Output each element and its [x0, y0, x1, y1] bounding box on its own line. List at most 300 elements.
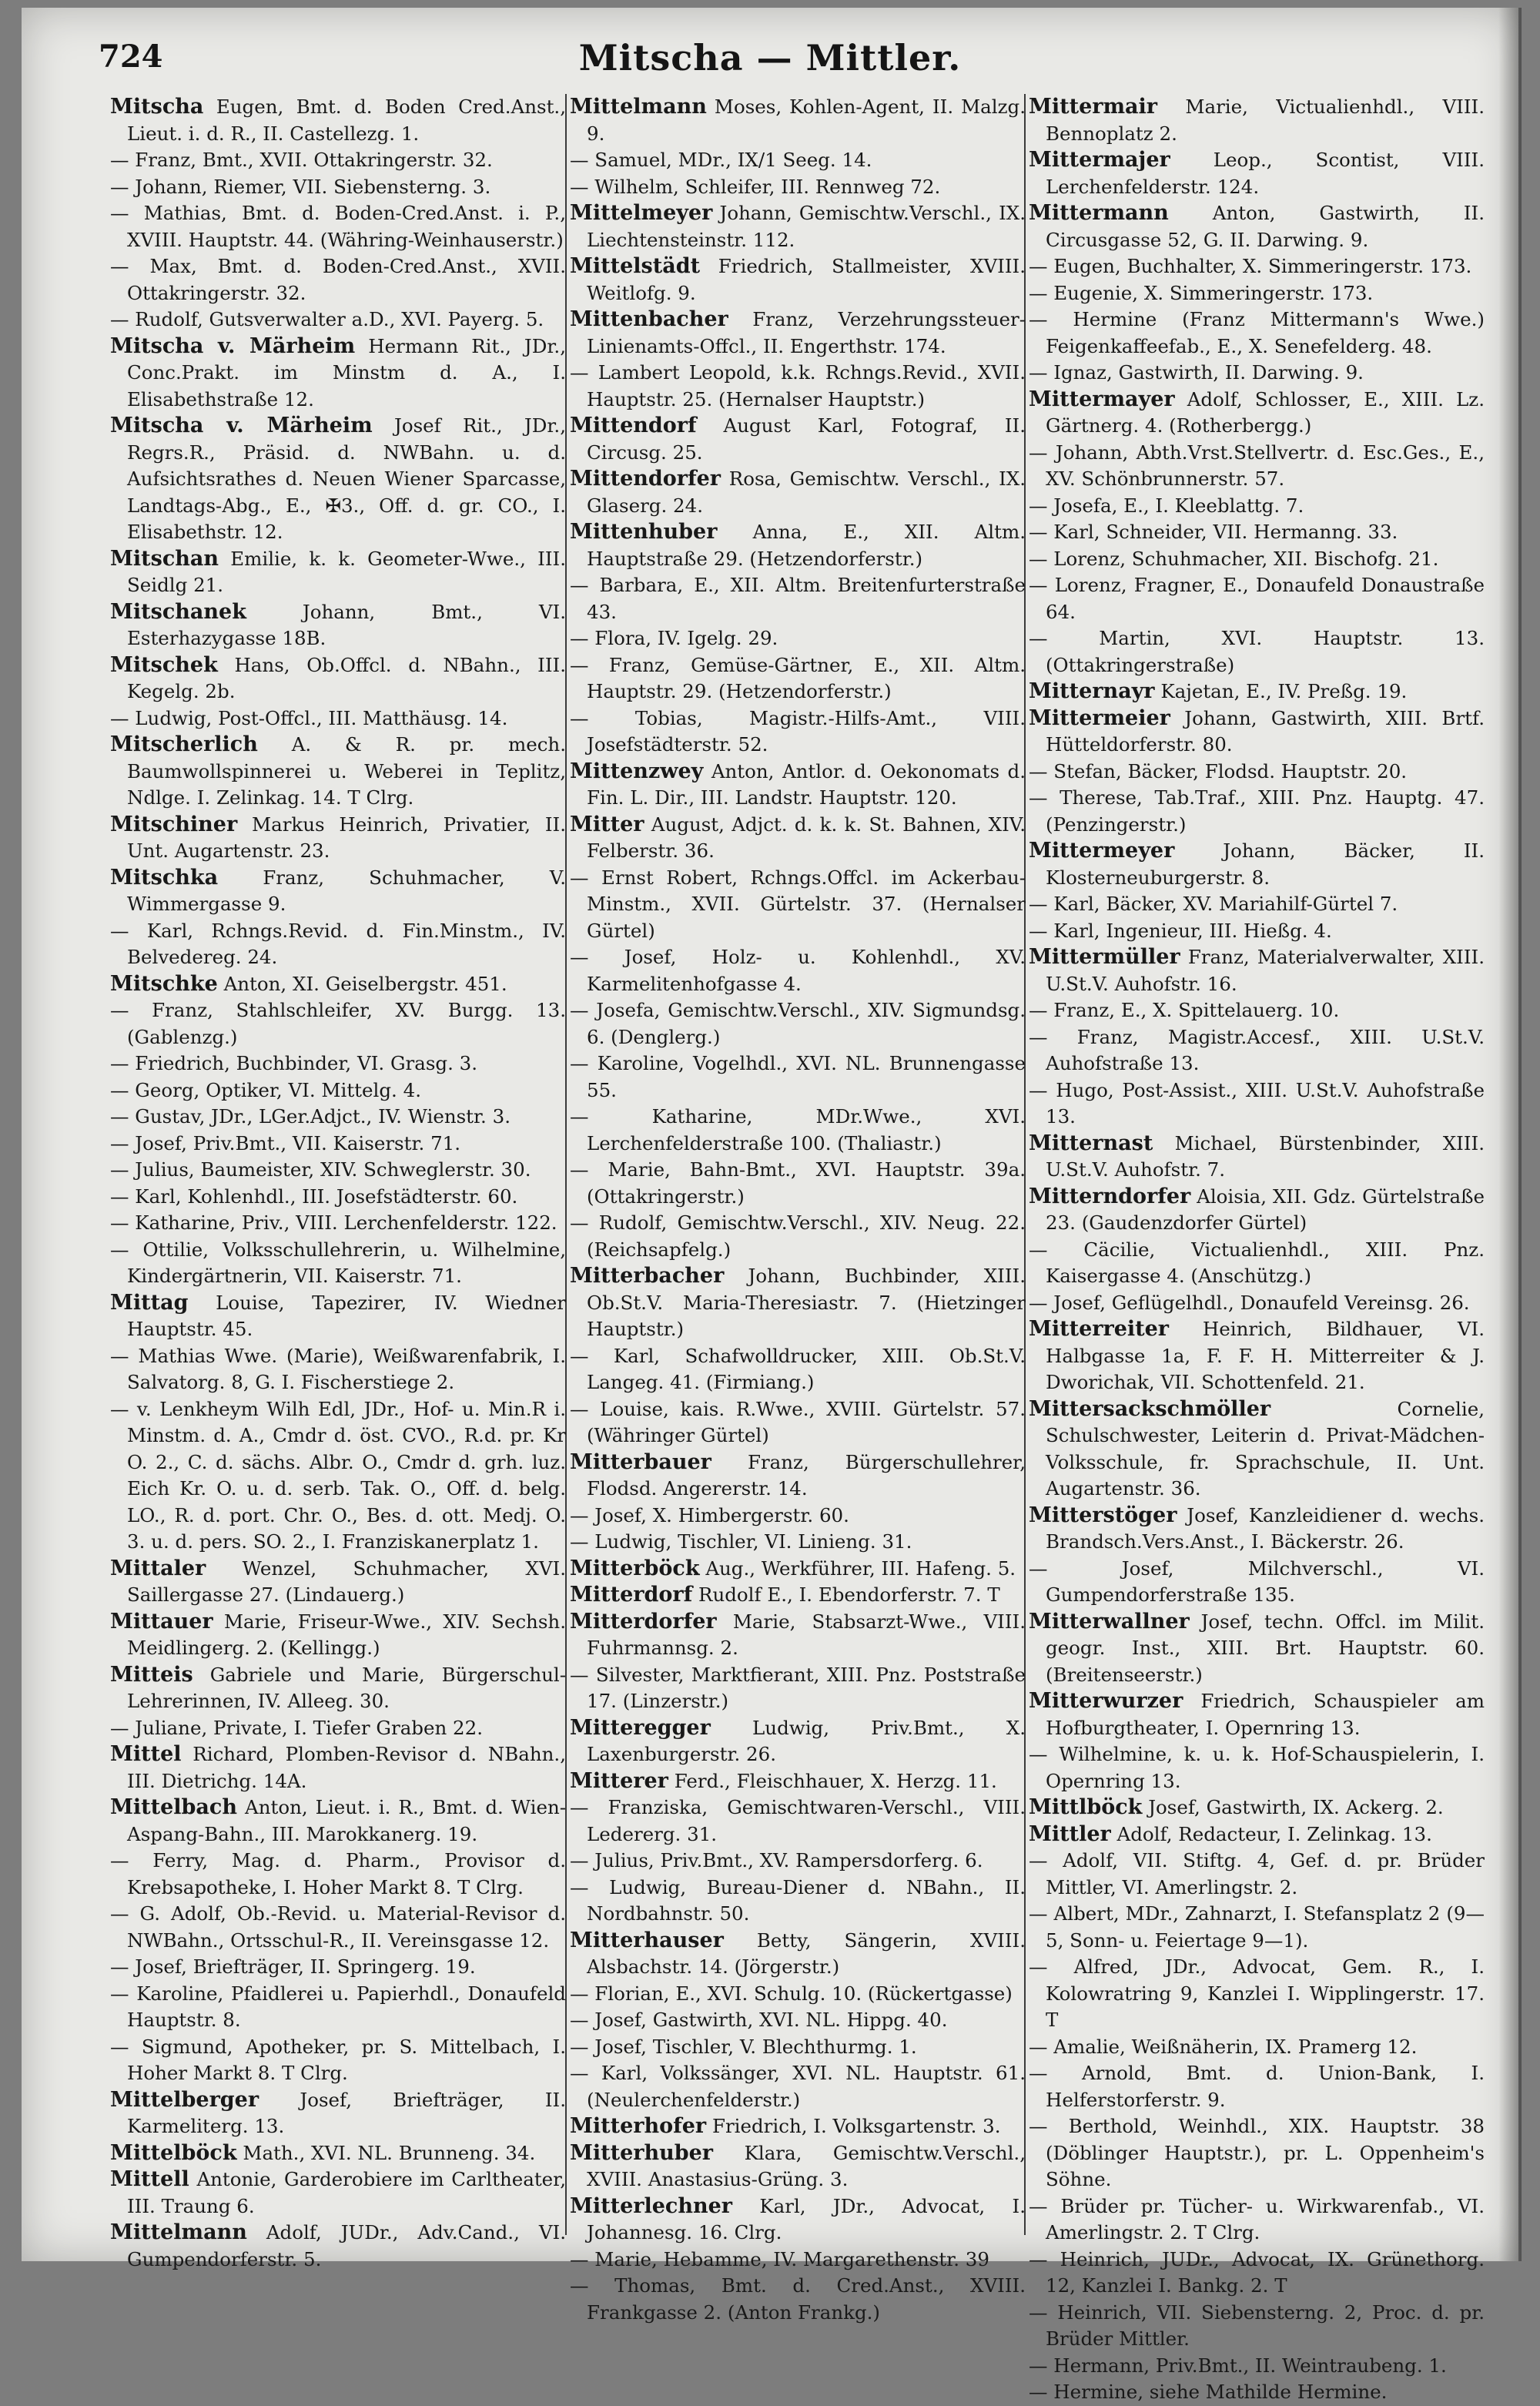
directory-entry [110, 307, 566, 333]
directory-entry [110, 918, 566, 971]
directory-entry [1029, 679, 1485, 705]
directory-entry [110, 174, 566, 201]
entry-text: — Rudolf, Gutsverwalter a.D., XVI. Payerg. 5. [110, 308, 544, 330]
directory-entry [1029, 759, 1485, 786]
entry-surname: Mitterbauer [570, 1449, 711, 1474]
entry-text: Franz, Bürgerschullehrer, Flodsd. Angererstr. 14. [587, 1450, 1026, 1500]
entry-text: — Karl, Bäcker, XV. Mariahilf-Gürtel 7. [1029, 893, 1398, 915]
directory-entry [110, 1051, 566, 1077]
directory-entry [110, 1556, 566, 1609]
directory-entry [110, 812, 566, 865]
entry-text: Rosa, Gemischtw. Verschl., IX. Glaserg. 24. [587, 467, 1026, 517]
directory-entry [110, 1104, 566, 1131]
entry-surname: Mitterlechner [570, 2193, 733, 2218]
directory-entry [570, 944, 1026, 997]
entry-text: Anton, Gastwirth, II. Circusgasse 52, G. II. Darwing. 9. [1046, 202, 1485, 251]
directory-entry [110, 1662, 566, 1715]
entry-text: — Wilhelmine, k. u. k. Hof-Schauspielerin, I. Opernring 13. [1029, 1743, 1485, 1792]
entry-surname: Mittermann [1029, 201, 1169, 225]
entry-text: — Stefan, Bäcker, Flodsd. Hauptstr. 20. [1029, 759, 1408, 782]
entry-text: — Franz, Magistr.Accesf., XIII. U.St.V. Auhofstraße 13. [1029, 1025, 1485, 1074]
entry-text: — Johann, Riemer, VII. Siebensterng. 3. [110, 175, 491, 198]
entry-text: — Tobias, Magistr.-Hilfs-Amt., VIII. Josefstädterstr. 52. [570, 706, 1026, 756]
entry-surname: Mittelberger [110, 2087, 259, 2112]
directory-entry [110, 971, 566, 998]
entry-surname: Mitterbacher [570, 1264, 725, 1288]
entry-surname: Mitscha v. Märheim [110, 414, 373, 437]
directory-entry [570, 1794, 1026, 1848]
entry-text: August, Adjct. d. k. k. St. Bahnen, XIV. Felberstr. 36. [587, 813, 1026, 862]
directory-entry [570, 1157, 1026, 1210]
directory-entry [1029, 360, 1485, 387]
entry-text: Markus Heinrich, Privatier, II. Unt. Augartenstr. 23. [127, 813, 566, 862]
entry-text: — Heinrich, JUDr., Advocat, IX. Grünethorg. 12, Kanzlei I. Bankg. 2. T [1029, 2247, 1485, 2297]
entry-text: — Therese, Tab.Traf., XIII. Pnz. Hauptg. 47. (Penzingerstr.) [1029, 786, 1485, 836]
directory-entry [1029, 2193, 1485, 2247]
directory-entry [570, 865, 1026, 945]
entry-surname: Mittermayer [1029, 387, 1175, 411]
entry-text: Gabriele und Marie, Bürgerschul-Lehrerinnen, IV. Alleeg. 30. [127, 1663, 566, 1712]
directory-entry [110, 2166, 566, 2220]
directory-entry [570, 174, 1026, 201]
entry-surname: Mittler [1029, 1821, 1111, 1846]
entry-text: — Karl, Rchngs.Revid. d. Fin.Minstm., IV. Belvedereg. 24. [110, 919, 566, 968]
entry-text: — Karoline, Vogelhdl., XVI. NL. Brunnengasse 55. [570, 1052, 1026, 1101]
directory-entry [570, 519, 1026, 572]
entry-surname: Mitterwallner [1029, 1609, 1190, 1634]
directory-entry [1029, 307, 1485, 360]
directory-entry [570, 1396, 1026, 1449]
directory-entry [570, 1051, 1026, 1104]
entry-text: — Julius, Baumeister, XIV. Schweglerstr. 30. [110, 1158, 531, 1181]
entry-text: — Samuel, MDr., IX/1 Seeg. 14. [570, 149, 872, 171]
entry-text: Emilie, k. k. Geometer-Wwe., III. Seidlg 21. [127, 547, 566, 596]
entry-text: Johann, Buchbinder, XIII. Ob.St.V. Maria-Theresiastr. 7. (Hietzinger Hauptstr.) [587, 1265, 1026, 1340]
entry-surname: Mitterreiter [1029, 1317, 1170, 1341]
entry-text: Moses, Kohlen-Agent, II. Malzg. 9. [587, 96, 1026, 145]
entry-text: — Hermann, Priv.Bmt., II. Weintraubeng. 1. [1029, 2354, 1447, 2377]
directory-entry [110, 705, 566, 732]
directory-entry [1029, 1794, 1485, 1821]
directory-entry [1029, 2060, 1485, 2113]
directory-entry [570, 2113, 1026, 2140]
directory-entry [1029, 785, 1485, 838]
directory-entry [570, 572, 1026, 625]
entry-text: Adolf, Redacteur, I. Zelinkag. 13. [1116, 1822, 1432, 1845]
directory-entry [570, 759, 1026, 812]
entry-text: Anton, XI. Geiselbergstr. 451. [223, 972, 507, 995]
entry-text: — Arnold, Bmt. d. Union-Bank, I. Helferstorferstr. 9. [1029, 2062, 1485, 2111]
column-3 [1029, 94, 1485, 2403]
directory-entry [110, 997, 566, 1051]
directory-entry [1029, 1688, 1485, 1741]
entry-text: Friedrich, I. Volksgartenstr. 3. [711, 2115, 1001, 2137]
directory-entry [1029, 147, 1485, 200]
entry-surname: Mittermair [1029, 95, 1158, 119]
directory-entry [570, 1981, 1026, 2008]
entry-text: Eugen, Bmt. d. Boden Cred.Anst., Lieut. i. d. R., II. Castellezg. 1. [127, 96, 566, 145]
entry-text: Ludwig, Priv.Bmt., X. Laxenburgerstr. 26. [587, 1716, 1026, 1765]
directory-entry [1029, 1954, 1485, 2034]
entry-text: Aug., Werkführer, III. Hafeng. 5. [705, 1557, 1016, 1580]
entry-text: — Marie, Hebamme, IV. Margarethenstr. 39 [570, 2247, 989, 2270]
entry-surname: Mitschan [110, 546, 219, 571]
entry-text: — Hugo, Post-Assist., XIII. U.St.V. Auhofstraße 13. [1029, 1078, 1485, 1128]
entry-surname: Mitterhofer [570, 2114, 707, 2138]
entry-text: — Thomas, Bmt. d. Cred.Anst., XVIII. Frankgasse 2. (Anton Frankg.) [570, 2274, 1026, 2324]
entry-text: Josef Rit., JDr., Regrs.R., Präsid. d. NWBahn. u. d. Aufsichtsrathes d. Neuen Wiener Sparcasse, Landtags-Abg., E., ✠3., Off. d. gr. CO., I. Elisabethstr. 12. [127, 414, 566, 543]
entry-text: — Karoline, Pfaidlerei u. Papierhdl., Donaufeld Hauptstr. 8. [110, 1982, 566, 2031]
directory-entry [1029, 493, 1485, 520]
entry-text: — Cäcilie, Victualienhdl., XIII. Pnz. Kaisergasse 4. (Anschützg.) [1029, 1238, 1485, 1287]
entry-text: — Berthold, Weinhdl., XIX. Hauptstr. 38 (Döblinger Hauptstr.), pr. L. Oppenheim's Söhne. [1029, 2115, 1485, 2190]
entry-text: Anna, E., XII. Altm. Hauptstraße 29. (Hetzendorferstr.) [587, 521, 1026, 570]
entry-surname: Mittel [110, 1742, 182, 1766]
directory-entry [1029, 2034, 1485, 2061]
directory-entry [570, 2273, 1026, 2326]
entry-text: — Franz, E., X. Spittelauerg. 10. [1029, 999, 1340, 1021]
entry-text: — Barbara, E., XII. Altm. Breitenfurterstraße 43. [570, 574, 1026, 623]
entry-text: — Ferry, Mag. d. Pharm., Provisor d. Krebsapotheke, I. Hoher Markt 8. T Clrg. [110, 1849, 566, 1898]
entry-text: Marie, Victualienhdl., VIII. Bennoplatz 2. [1046, 96, 1485, 145]
entry-text: August Karl, Fotograf, II. Circusg. 25. [587, 414, 1026, 464]
directory-entry [570, 1556, 1026, 1583]
entry-text: Aloisia, XII. Gdz. Gürtelstraße 23. (Gaudenzdorfer Gürtel) [1046, 1185, 1485, 1234]
entry-text: — Karl, Kohlenhdl., III. Josefstädterstr. 60. [110, 1185, 518, 1208]
directory-entry [1029, 1237, 1485, 1290]
directory-entry [110, 253, 566, 307]
directory-entry [110, 1848, 566, 1901]
entry-text: Marie, Friseur-Wwe., XIV. Sechsh. Meidlingerg. 2. (Kellingg.) [127, 1610, 566, 1659]
entry-text: — Lambert Leopold, k.k. Rchngs.Revid., XVII. Hauptstr. 25. (Hernalser Hauptstr.) [570, 361, 1026, 410]
entry-text: — Albert, MDr., Zahnarzt, I. Stefansplatz 2 (9—5, Sonn- u. Feiertage 9—1). [1029, 1902, 1485, 1952]
entry-text: — Amalie, Weißnäherin, IX. Pramerg 12. [1029, 2035, 1418, 2058]
entry-surname: Mittag [110, 1290, 189, 1315]
entry-surname: Mitschiner [110, 812, 238, 836]
directory-entry [110, 1210, 566, 1237]
entry-text: — Mathias Wwe. (Marie), Weißwarenfabrik, I. Salvatorg. 8, G. I. Fischerstiege 2. [110, 1344, 566, 1393]
entry-surname: Mitterhuber [570, 2140, 714, 2165]
entry-text: — Lorenz, Schuhmacher, XII. Bischofg. 21. [1029, 547, 1439, 570]
directory-entry [1029, 1024, 1485, 1077]
directory-entry [1029, 891, 1485, 918]
entry-text: — Franz, Bmt., XVII. Ottakringerstr. 32. [110, 149, 493, 171]
entry-surname: Mitteregger [570, 1715, 711, 1740]
directory-entry [570, 360, 1026, 413]
directory-entry [570, 1928, 1026, 1981]
entry-surname: Mitterwurzer [1029, 1689, 1183, 1713]
entry-text: — Marie, Bahn-Bmt., XVI. Hauptstr. 39a. (Ottakringerstr.) [570, 1158, 1026, 1208]
directory-entry [1029, 1077, 1485, 1131]
directory-entry [570, 2034, 1026, 2061]
directory-entry [1029, 253, 1485, 280]
entry-text: — Martin, XVI. Hauptstr. 13. (Ottakringerstraße) [1029, 627, 1485, 676]
directory-entry [570, 1662, 1026, 1715]
directory-entry [110, 1157, 566, 1184]
directory-entry [1029, 2113, 1485, 2193]
directory-entry [570, 200, 1026, 253]
entry-text: — Katharine, Priv., VIII. Lerchenfelderstr. 122. [110, 1211, 557, 1234]
entry-text: Karl, JDr., Advocat, I. Johannesg. 16. Clrg. [587, 2194, 1026, 2243]
entry-surname: Mittelmann [570, 95, 707, 119]
entry-text: Friedrich, Stallmeister, XVIII. Weitlofg. 9. [587, 255, 1026, 304]
entry-text: — Lorenz, Fragner, E., Donaufeld Donaustraße 64. [1029, 574, 1485, 623]
directory-entry [1029, 2379, 1485, 2406]
directory-entry [570, 94, 1026, 147]
directory-entry [110, 1741, 566, 1794]
entry-text: — Franz, Stahlschleifer, XV. Burgg. 13. (Gablenzg.) [110, 999, 566, 1048]
entry-surname: Mittenhuber [570, 520, 718, 544]
entry-surname: Mittenbacher [570, 307, 728, 331]
directory-entry [570, 2060, 1026, 2113]
entry-text: Franz, Materialverwalter, XIII. U.St.V. Auhofstr. 16. [1046, 946, 1485, 995]
entry-text: — Brüder pr. Tücher- u. Wirkwarenfab., VI. Amerlingstr. 2. T Clrg. [1029, 2194, 1485, 2243]
entry-surname: Mitterdorfer [570, 1609, 717, 1634]
entry-surname: Mitterndorfer [1029, 1184, 1191, 1208]
page-edge-shadow [1498, 8, 1522, 2261]
entry-surname: Mitterer [570, 1768, 668, 1793]
directory-entry [570, 1210, 1026, 1263]
entry-text: — Franz, Gemüse-Gärtner, E., XII. Altm. Hauptstr. 29. (Hetzendorferstr.) [570, 653, 1026, 702]
entry-text: — Alfred, JDr., Advocat, Gem. R., I. Kolowratring 9, Kanzlei I. Wipplingerstr. 17. T [1029, 1955, 1485, 2031]
directory-entry [110, 94, 566, 147]
entry-surname: Mittell [110, 2167, 189, 2191]
entry-surname: Mittelmann [110, 2220, 247, 2244]
directory-page [22, 8, 1518, 2403]
directory-entry [110, 1343, 566, 1396]
directory-entry [570, 1609, 1026, 1662]
directory-entry [110, 2140, 566, 2167]
entry-surname: Mittendorf [570, 414, 697, 437]
directory-entry [1029, 1848, 1485, 1901]
entry-text: — Karl, Schafwolldrucker, XIII. Ob.St.V. Langeg. 41. (Firmiang.) [570, 1344, 1026, 1393]
directory-entry [570, 466, 1026, 519]
entry-surname: Mittlböck [1029, 1795, 1143, 1819]
entry-text: — Josefa, Gemischtw.Verschl., XIV. Sigmundsg. 6. (Denglerg.) [570, 999, 1026, 1048]
directory-entry [1029, 440, 1485, 493]
directory-entry [1029, 1316, 1485, 1396]
directory-entry [570, 1263, 1026, 1343]
directory-entry [570, 1848, 1026, 1875]
entry-text: Johann, Bmt., VI. Esterhazygasse 18B. [127, 600, 566, 649]
directory-entry [570, 147, 1026, 174]
running-title: Mitscha — Mittler. [578, 37, 962, 79]
entry-text: Richard, Plomben-Revisor d. NBahn., III. Dietrichg. 14A. [127, 1743, 566, 1792]
entry-text: Franz, Verzehrungssteuer-Linienamts-Offcl., II. Engerthstr. 174. [587, 308, 1026, 357]
entry-text: — Josef, Priv.Bmt., VII. Kaiserstr. 71. [110, 1131, 461, 1154]
directory-entry [110, 1981, 566, 2034]
entry-text: — Karl, Schneider, VII. Hermanng. 33. [1029, 521, 1398, 543]
entry-text: Josef, techn. Offcl. im Milit. geogr. Inst., XIII. Brt. Hauptstr. 60. (Breitenseerstr.) [1046, 1610, 1485, 1686]
entry-text: — Josef, Briefträger, II. Springerg. 19. [110, 1955, 476, 1978]
entry-surname: Mitscherlich [110, 732, 258, 756]
entry-text: — Silvester, Marktfierant, XIII. Pnz. Poststraße 17. (Linzerstr.) [570, 1663, 1026, 1712]
entry-text: — Georg, Optiker, VI. Mittelg. 4. [110, 1078, 421, 1101]
directory-entry [570, 2007, 1026, 2034]
entry-text: — Adolf, VII. Stiftg. 4, Gef. d. pr. Brüder Mittler, VI. Amerlingstr. 2. [1029, 1849, 1485, 1898]
directory-entry [1029, 1821, 1485, 1848]
directory-entry [570, 307, 1026, 360]
entry-text: — Josef, Milchverschl., VI. Gumpendorferstraße 135. [1029, 1557, 1485, 1606]
entry-surname: Mitscha [110, 95, 204, 119]
entry-text: Josef, Briefträger, II. Karmeliterg. 13. [127, 2088, 566, 2137]
entry-surname: Mittelböck [110, 2140, 237, 2165]
directory-entry [570, 705, 1026, 759]
entry-text: Wenzel, Schuhmacher, XVI. Saillergasse 27. (Lindauerg.) [127, 1557, 566, 1606]
directory-entry [110, 1794, 566, 1848]
entry-surname: Mitterdorf [570, 1583, 693, 1607]
entry-text: Marie, Stabsarzt-Wwe., VIII. Fuhrmannsg. 2. [587, 1610, 1026, 1659]
directory-entry [1029, 519, 1485, 546]
entry-surname: Mittersackschmöller [1029, 1396, 1271, 1421]
entry-text: — Gustav, JDr., LGer.Adjct., IV. Wienstr. 3. [110, 1105, 511, 1128]
entry-text: Anton, Lieut. i. R., Bmt. d. Wien-Aspang-Bahn., III. Marokkanerg. 19. [127, 1796, 566, 1845]
directory-entry [570, 1582, 1026, 1609]
directory-entry [1029, 2247, 1485, 2300]
directory-entry [1029, 200, 1485, 253]
entry-text: — Flora, IV. Igelg. 29. [570, 627, 778, 649]
directory-entry [1029, 1609, 1485, 1689]
entry-text: — Katharine, MDr.Wwe., XVI. Lerchenfelderstraße 100. (Thaliastr.) [570, 1105, 1026, 1154]
entry-text: — Ignaz, Gastwirth, II. Darwing. 9. [1029, 361, 1364, 384]
entry-text: — Josef, Tischler, V. Blechthurmg. 1. [570, 2035, 917, 2058]
directory-entry [1029, 1901, 1485, 1954]
entry-text: Johann, Gemischtw.Verschl., IX. Liechtensteinstr. 112. [587, 202, 1026, 251]
entry-text: — Hermine, siehe Mathilde Hermine. [1029, 2381, 1388, 2403]
entry-text: — Ludwig, Tischler, VI. Linieng. 31. [570, 1530, 912, 1553]
entry-text: — Max, Bmt. d. Boden-Cred.Anst., XVII. Ottakringerstr. 32. [110, 255, 566, 304]
directory-entry [570, 1529, 1026, 1556]
directory-entry [1029, 1131, 1485, 1184]
directory-entry [110, 2087, 566, 2140]
directory-entry [570, 1875, 1026, 1928]
directory-entry [1029, 1741, 1485, 1794]
directory-entry [1029, 1503, 1485, 1556]
entry-text: — Rudolf, Gemischtw.Verschl., XIV. Neug. 22. (Reichsapfelg.) [570, 1211, 1026, 1261]
entry-surname: Mitschanek [110, 599, 246, 624]
directory-entry [110, 147, 566, 174]
entry-text: — Ottilie, Volksschullehrerin, u. Wilhelmine, Kindergärtnerin, VII. Kaiserstr. 71. [110, 1238, 566, 1287]
entry-text: — Josefa, E., I. Kleeblattg. 7. [1029, 494, 1304, 517]
entry-text: Friedrich, Schauspieler am Hofburgtheater, I. Opernring 13. [1046, 1690, 1485, 1739]
entry-surname: Mitter [570, 812, 644, 836]
entry-text: Josef, Gastwirth, IX. Ackerg. 2. [1148, 1796, 1444, 1818]
directory-entry [110, 1184, 566, 1211]
directory-entry [1029, 1184, 1485, 1237]
entry-text: Josef, Kanzleidiener d. wechs. Brandsch.Vers.Anst., I. Bäckerstr. 26. [1046, 1503, 1485, 1553]
entry-text: Kajetan, E., IV. Preßg. 19. [1160, 680, 1408, 702]
column-2 [570, 94, 1026, 2324]
entry-text: — Ernst Robert, Rchngs.Offcl. im Ackerbau-Minstm., XVII. Gürtelstr. 37. (Hernalser Gürtel) [570, 866, 1026, 942]
entry-surname: Mittelstädt [570, 254, 701, 278]
entry-text: A. & R. pr. mech. Baumwollspinnerei u. Weberei in Teplitz, Ndlge. I. Zelinkag. 14. T Clrg. [127, 733, 567, 809]
directory-entry [110, 200, 566, 253]
entry-text: — Josef, Geflügelhdl., Donaufeld Vereinsg. 26. [1029, 1291, 1470, 1314]
directory-entry [110, 546, 566, 599]
entry-text: — Josef, Gastwirth, XVI. NL. Hippg. 40. [570, 2009, 948, 2031]
entry-surname: Mitterhauser [570, 1928, 724, 1952]
directory-entry [1029, 997, 1485, 1024]
directory-entry [1029, 280, 1485, 307]
directory-entry [110, 1609, 566, 1662]
directory-entry [570, 253, 1026, 307]
page-number: 724 [99, 39, 163, 75]
entry-text: Louise, Tapezirer, IV. Wiedner Hauptstr. 45. [127, 1291, 566, 1340]
directory-entry [570, 413, 1026, 466]
directory-entry [1029, 838, 1485, 891]
directory-entry [570, 652, 1026, 705]
directory-entry [1029, 705, 1485, 759]
entry-text: — Eugen, Buchhalter, X. Simmeringerstr. 173. [1029, 255, 1472, 277]
entry-text: Betty, Sängerin, XVIII. Alsbachstr. 14. (Jörgerstr.) [587, 1928, 1026, 1978]
entry-text: — Ludwig, Post-Offcl., III. Matthäusg. 14. [110, 706, 508, 729]
entry-surname: Mittenzwey [570, 759, 704, 783]
entry-text: — Florian, E., XVI. Schulg. 10. (Rückertgasse) [570, 1982, 1013, 2005]
entry-surname: Mitterböck [570, 1556, 700, 1580]
entry-text: Michael, Bürstenbinder, XIII. U.St.V. Auhofstr. 7. [1046, 1131, 1485, 1181]
entry-surname: Mitschke [110, 971, 218, 996]
directory-entry [1029, 387, 1485, 440]
directory-entry [110, 1077, 566, 1104]
directory-entry [1029, 1396, 1485, 1503]
directory-entry [110, 2034, 566, 2087]
entry-surname: Mitscha v. Märheim [110, 333, 356, 358]
directory-entry [570, 2140, 1026, 2193]
entry-text: — Juliane, Private, I. Tiefer Graben 22. [110, 1716, 484, 1739]
entry-surname: Mittermeier [1029, 705, 1170, 730]
entry-text: — Heinrich, VII. Siebensterng. 2, Proc. d. pr. Brüder Mittler. [1029, 2300, 1485, 2350]
directory-entry [110, 1715, 566, 1742]
entry-text: Rudolf E., I. Ebendorferstr. 7. T [698, 1583, 1000, 1606]
directory-entry [1029, 2353, 1485, 2380]
entry-text: Hans, Ob.Offcl. d. NBahn., III. Kegelg. 2b. [127, 653, 566, 702]
directory-entry [570, 1768, 1026, 1795]
entry-surname: Mitterstöger [1029, 1503, 1177, 1527]
entry-text: Adolf, JUDr., Adv.Cand., VI. Gumpendorferstr. 5. [127, 2221, 566, 2270]
directory-entry [110, 333, 566, 414]
entry-text: Hermann Rit., JDr., Conc.Prakt. im Minstm d. A., I. Elisabethstraße 12. [127, 334, 566, 410]
directory-entry [110, 732, 566, 812]
entry-surname: Mitternast [1029, 1131, 1153, 1155]
entry-surname: Mitschka [110, 865, 219, 890]
entry-text: — v. Lenkheym Wilh Edl, JDr., Hof- u. Min.R i. Minstm. d. A., Cmdr d. öst. CVO., R.d. pr. Kr O. 2., C. d. sächs. Albr. O., Cmdr d. grh. luz. Eich Kr. O. u. d. serb. Tak. O., Off. d. belg. LO., R. d. port. Chr. O., Bes. d. ott. Medj. O. 3. u. d. pers. SO. 2., I. Franziskanerplatz 1. [110, 1397, 566, 1553]
directory-entry [1029, 944, 1485, 997]
entry-text: Cornelie, Schulschwester, Leiterin d. Privat-Mädchen-Volksschule, fr. Sprachschule, II. Unt. Augartenstr. 36. [1046, 1397, 1485, 1500]
entry-text: — Friedrich, Buchbinder, VI. Grasg. 3. [110, 1052, 478, 1074]
entry-surname: Mittermajer [1029, 148, 1170, 172]
entry-surname: Mitteis [110, 1662, 193, 1687]
entry-text: — Louise, kais. R.Wwe., XVIII. Gürtelstr. 57. (Währinger Gürtel) [570, 1397, 1026, 1446]
entry-text: Ferd., Fleischhauer, X. Herzg. 11. [674, 1769, 997, 1792]
entry-text: — Josef, Holz- u. Kohlenhdl., XV. Karmelitenhofgasse 4. [570, 946, 1026, 995]
entry-text: — Hermine (Franz Mittermann's Wwe.) Feigenkaffeefab., E., X. Senefelderg. 48. [1029, 308, 1485, 357]
column-1 [110, 94, 567, 2270]
entry-surname: Mittauer [110, 1609, 213, 1634]
entry-text: — Karl, Ingenieur, III. Hießg. 4. [1029, 919, 1332, 942]
entry-surname: Mittaler [110, 1556, 206, 1580]
directory-entry [570, 1343, 1026, 1396]
entry-text: Anton, Antlor. d. Oekonomats d. Fin. L. Dir., III. Landstr. Hauptstr. 120. [587, 759, 1026, 809]
entry-text: Heinrich, Bildhauer, VI. Halbgasse 1a, F. F. H. Mitterreiter & J. Dworichak, VII. Schottenfeld. 21. [1046, 1318, 1485, 1393]
entry-text: — Julius, Priv.Bmt., XV. Rampersdorferg. 6. [570, 1849, 983, 1872]
directory-entry [570, 625, 1026, 652]
directory-entry [110, 1290, 566, 1343]
entry-text: Klara, Gemischtw.Verschl., XVIII. Anastasius-Grüng. 3. [587, 2141, 1026, 2190]
entry-text: — Sigmund, Apotheker, pr. S. Mittelbach, I. Hoher Markt 8. T Clrg. [110, 2035, 566, 2084]
entry-text: Franz, Schuhmacher, V. Wimmergasse 9. [127, 866, 566, 915]
entry-text: Leop., Scontist, VIII. Lerchenfelderstr. 124. [1046, 149, 1485, 198]
entry-surname: Mitternayr [1029, 679, 1155, 703]
